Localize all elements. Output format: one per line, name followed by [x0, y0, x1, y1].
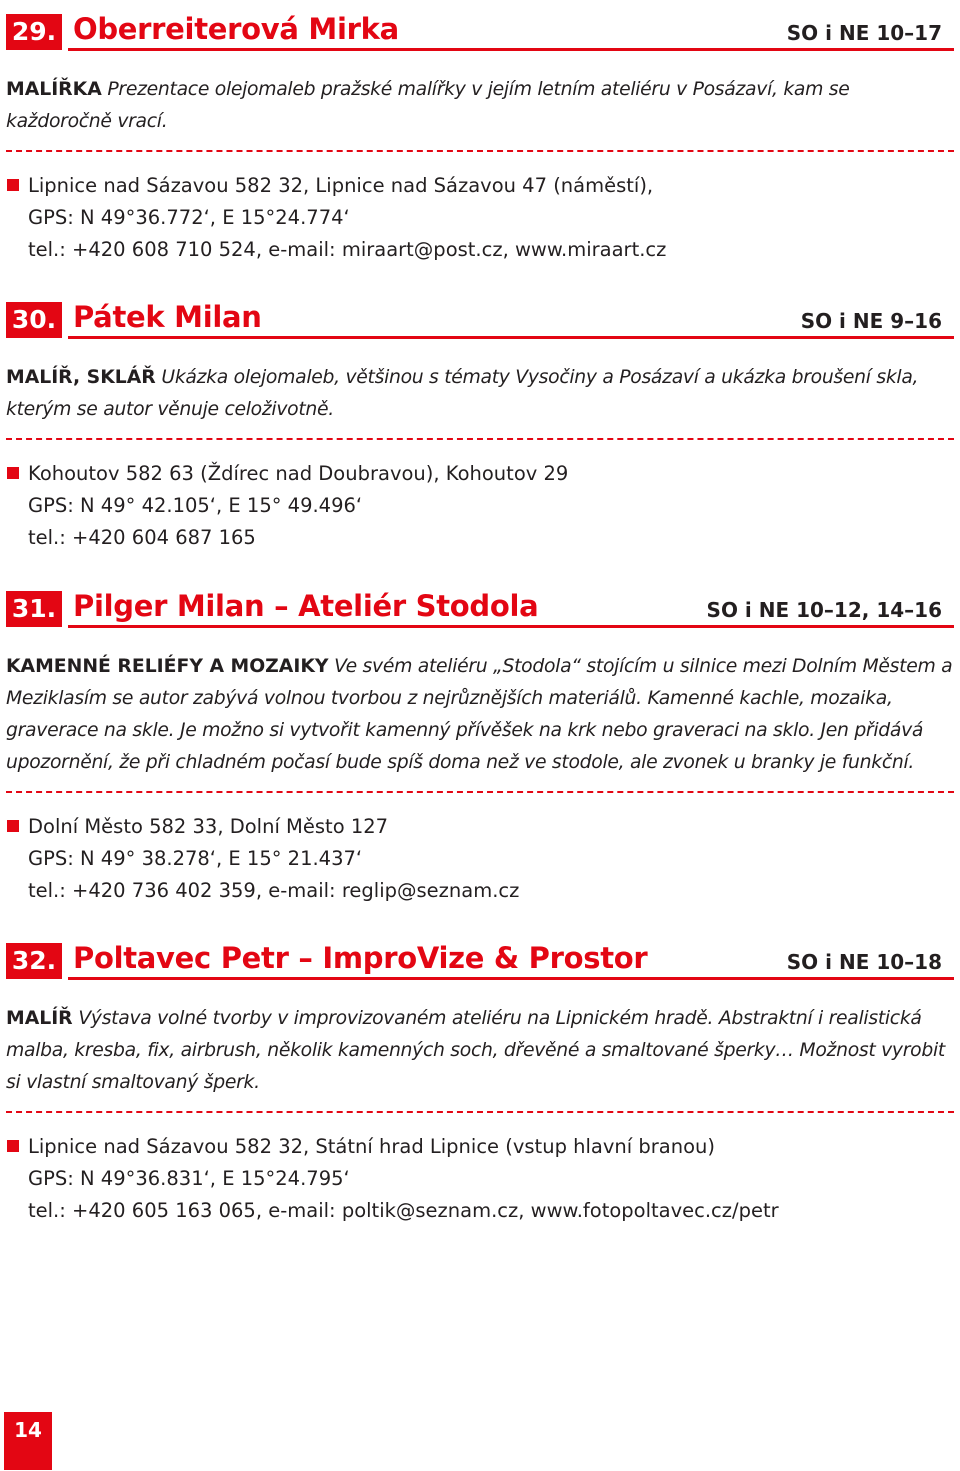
entry-address: Dolní Město 582 33, Dolní Město 127 [28, 815, 389, 838]
bullet-square-icon [7, 820, 19, 832]
dashed-divider [6, 791, 954, 793]
entry-name: Pátek Milan [73, 300, 262, 334]
bullet-square-icon [7, 1140, 19, 1152]
header-rule [68, 977, 954, 980]
entry-hours: SO i NE 10–17 [786, 21, 942, 45]
entry-category: MALÍŘ, SKLÁŘ [6, 367, 156, 388]
entry-phone-email-web[interactable]: tel.: +420 605 163 065, e-mail: poltik@seznam.cz, www.fotopoltavec.cz/petr [28, 1199, 779, 1222]
page-number: 14 [4, 1412, 52, 1470]
bullet-square-icon [7, 467, 19, 479]
entry-address: Kohoutov 582 63 (Ždírec nad Doubravou), Kohoutov 29 [28, 462, 569, 485]
dashed-divider [6, 438, 954, 440]
entry-gps: GPS: N 49°36.772‘, E 15°24.774‘ [28, 206, 350, 229]
entry-name: Pilger Milan – Ateliér Stodola [73, 589, 539, 623]
entry-contact [6, 811, 954, 907]
header-rule [68, 336, 954, 339]
header-rule [68, 48, 954, 51]
entry-hours: SO i NE 10–12, 14–16 [706, 598, 942, 622]
entry-32 [6, 937, 954, 1227]
entry-description [6, 651, 954, 779]
entry-31 [6, 585, 954, 907]
entry-number: 29. [6, 14, 62, 50]
entry-hours: SO i NE 10–18 [786, 950, 942, 974]
bullet-square-icon [7, 179, 19, 191]
entry-category: MALÍŘ [6, 1008, 73, 1029]
entry-header [6, 585, 954, 627]
entry-description-text: Prezentace olejomaleb pražské malířky v jejím letním ateliéru v Posázaví, kam se každoročně vrací. [6, 79, 850, 132]
entry-30 [6, 296, 954, 554]
dashed-divider [6, 150, 954, 152]
entry-gps: GPS: N 49° 42.105‘, E 15° 49.496‘ [28, 494, 363, 517]
entry-contact [6, 170, 954, 266]
entry-description-text: Výstava volné tvorby v improvizovaném ateliéru na Lipnickém hradě. Abstraktní i realistická malba, kresba, fix, airbrush, několik kamenných soch, dřevěné a smaltované šperky… Možnost vyrobit si vlastní smaltovaný šperk. [6, 1008, 945, 1093]
entry-phone-email[interactable]: tel.: +420 736 402 359, e-mail: reglip@seznam.cz [28, 879, 520, 902]
entry-phone-email-web[interactable]: tel.: +420 608 710 524, e-mail: miraart@post.cz, www.miraart.cz [28, 238, 667, 261]
entry-gps: GPS: N 49° 38.278‘, E 15° 21.437‘ [28, 847, 363, 870]
entry-contact [6, 458, 954, 554]
entry-description-text: Ukázka olejomaleb, většinou s tématy Vysočiny a Posázaví a ukázka broušení skla, kterým se autor věnuje celoživotně. [6, 367, 919, 420]
entry-header [6, 296, 954, 338]
entry-category: MALÍŘKA [6, 79, 102, 100]
entry-header [6, 8, 954, 50]
entry-description-text: Ve svém ateliéru „Stodola“ stojícím u silnice mezi Dolním Městem a Meziklasím se autor zabývá volnou tvorbou z nejrůznějších materiálů. Kamenné kachle, mozaika, graverace na skle. Je možno si vytvořit kamenný přívěšek na krk nebo graveraci na sklo. Jen přidává upozornění, že při chladném počasí bude spíš doma než ve stodole, ale zvonek u branky je funkční. [6, 656, 953, 773]
entry-29 [6, 8, 954, 266]
entry-description [6, 1003, 954, 1099]
entry-number: 32. [6, 943, 62, 979]
entry-name: Oberreiterová Mirka [73, 12, 399, 46]
entry-gps: GPS: N 49°36.831‘, E 15°24.795‘ [28, 1167, 350, 1190]
entry-description [6, 362, 954, 426]
entry-contact [6, 1131, 954, 1227]
entry-number: 30. [6, 302, 62, 338]
header-rule [68, 625, 954, 628]
entry-category: KAMENNÉ RELIÉFY A MOZAIKY [6, 656, 329, 677]
entry-description [6, 74, 954, 138]
entry-header [6, 937, 954, 979]
entry-address: Lipnice nad Sázavou 582 32, Lipnice nad Sázavou 47 (náměstí), [28, 174, 654, 197]
entry-number: 31. [6, 591, 62, 627]
entry-hours: SO i NE 9–16 [800, 309, 942, 333]
entry-address: Lipnice nad Sázavou 582 32, Státní hrad Lipnice (vstup hlavní branou) [28, 1135, 715, 1158]
dashed-divider [6, 1111, 954, 1113]
entry-name: Poltavec Petr – ImproVize & Prostor [73, 941, 648, 975]
entry-phone: tel.: +420 604 687 165 [28, 526, 256, 549]
